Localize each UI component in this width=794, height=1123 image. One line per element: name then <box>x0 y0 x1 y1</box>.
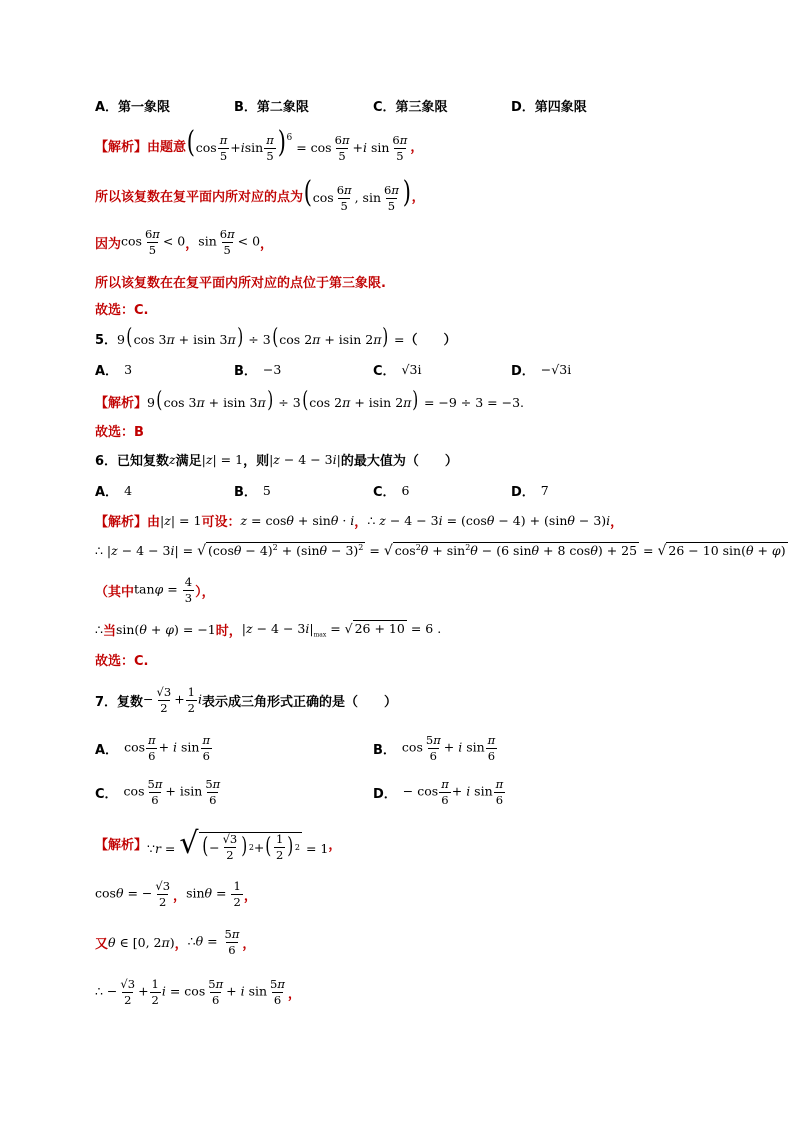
q4-analysis-line-3: 因为 cos $\frac{6\pi}{5}$ < 0 ， sin $\frac{6\pi}{5}$ < 0 ， <box>95 227 274 257</box>
q4-option-d: D．第四象限 <box>511 100 587 115</box>
q6-option-d: D． 7 <box>511 483 549 500</box>
q7-stem: 7．复数 − $\frac{√3}{2}$ + $\frac{1}{2}$ i 表示成三角形式正确的是（ ） <box>95 685 398 715</box>
q7-option-b: B． cos $\frac{5\pi}{6}$ + i sin $\frac{\pi}{6}$ <box>373 733 496 763</box>
q4-choose: 故选：C. <box>95 303 149 318</box>
q5-analysis: 【解析】 9(cos 3π + isin 3π) ÷ 3(cos 2π + isin 2π) = −9 ÷ 3 = −3. <box>95 388 525 413</box>
q7-analysis-line-2: cosθ = − $\frac{√3}{2}$ ， sinθ = $\frac{1}{2}$ ， <box>95 879 257 909</box>
q7-option-a: A． cos $\frac{\pi}{6}$ + i sin $\frac{\pi}{6}$ <box>95 733 211 763</box>
q6-option-a: A． 4 <box>95 483 133 500</box>
q6-option-b: B． 5 <box>234 483 271 500</box>
q4-analysis-line-1: 【解析】 由题意 (cos $\frac{\pi}{5}$ +isin $\frac{\pi}{5}$ )$^6$ = cos $\frac{6\pi}{5}$ +i sin $\frac{6\pi}{5}$ ， <box>95 125 424 163</box>
q5-option-d: D． −√3i <box>511 362 572 379</box>
q6-stem: 6．已知复数 z 满足 |z| = 1 ，则 |z − 4 − 3i| 的最大值为（ ） <box>95 452 458 469</box>
q7-option-c: C． cos $\frac{5\pi}{6}$ + isin $\frac{5\pi}{6}$ <box>95 777 221 807</box>
q7-option-d: D． − cos $\frac{\pi}{6}$ + i sin $\frac{\pi}{6}$ <box>373 777 504 807</box>
q5-option-c: C． √3i <box>373 362 422 379</box>
q4-analysis-line-4: 所以该复数在在复平面内所对应的点位于第三象限. <box>95 276 386 291</box>
q6-note: （其中 tanφ = $\frac{4}{3}$ ）， <box>95 575 215 605</box>
q6-choose: 故选：C. <box>95 654 149 669</box>
q7-analysis-line-1: 【解析】 ∵r = √ ( − $\frac{√3}{2}$ ) 2 + ( $\frac{1}{2}$ ) 2 = 1 ， <box>95 826 342 862</box>
q4-analysis-line-2: 所以该复数在复平面内所对应的点为 (cos $\frac{6\pi}{5}$ , sin $\frac{6\pi}{5}$ ) ， <box>95 175 425 213</box>
q5-option-a: A． 3 <box>95 362 133 379</box>
q6-when: ∴ 当 sin(θ + φ) = −1 时， $|z - 4 - 3i|_{max}$ = √ 26 + 10 = 6 . <box>95 620 442 639</box>
q5-stem: 5． 9(cos 3π + isin 3π) ÷ 3(cos 2π + isin 2π) = （ ） <box>95 325 457 350</box>
q4-option-a: A．第一象限 <box>95 100 171 115</box>
q5-option-b: B． −3 <box>234 362 282 379</box>
q5-choose: 故选：B <box>95 425 144 440</box>
q6-analysis-line-2: ∴ |z − 4 − 3i| = √ $(\cos\theta - 4)^2 + (\sin\theta - 3)^2$ = √ $\cos^2\theta + \sin^2\theta - (6$ sinθ + 8 cosθ) + 25 = √ 26 − 10 sin(θ + φ) <box>95 543 786 560</box>
q6-analysis-line-1: 【解析】 由 |z| = 1 可设： z = cosθ + sinθ · i ， ∴ z − 4 − 3i = (cosθ − 4) + (sinθ − 3)i ， <box>95 513 624 530</box>
q4-option-b: B．第二象限 <box>234 100 309 115</box>
q7-analysis-line-4: ∴ − $\frac{√3}{2}$ + $\frac{1}{2}$ i = cos $\frac{5\pi}{6}$ + i sin $\frac{5\pi}{6}$ ， <box>95 977 301 1007</box>
q7-analysis-line-3: 又 θ ∈ [0, 2π) ， ∴θ = $\frac{5\pi}{6}$ ， <box>95 927 256 957</box>
q6-option-c: C． 6 <box>373 483 410 500</box>
q4-option-c: C．第三象限 <box>373 100 448 115</box>
